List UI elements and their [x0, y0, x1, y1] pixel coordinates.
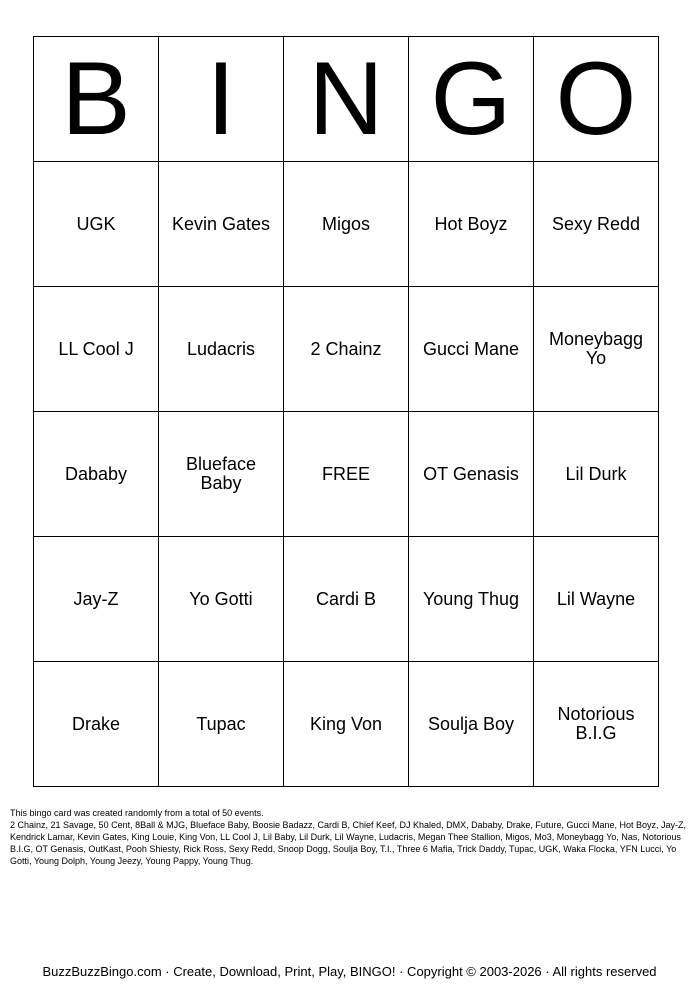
card-cell: Jay-Z	[34, 537, 159, 662]
card-cell: Dababy	[34, 412, 159, 537]
header-letter-n: N	[284, 37, 409, 162]
card-cell: Migos	[284, 162, 409, 287]
card-cell: Young Thug	[409, 537, 534, 662]
card-cell: Yo Gotti	[159, 537, 284, 662]
card-cell: Sexy Redd	[534, 162, 659, 287]
card-info	[10, 807, 690, 867]
info-event-list: 2 Chainz, 21 Savage, 50 Cent, 8Ball & MJG, Blueface Baby, Boosie Badazz, Cardi B, Chief Keef, DJ Khaled, DMX, Dababy, Drake, Future, Gucci Mane, Hot Boyz, Jay-Z, Kendrick Lamar, Kevin Gates, King Louie, King Von, LL Cool J, Lil Baby, Lil Durk, Lil Wayne, Ludacris, Megan Thee Stallion, Migos, Mo3, Moneybagg Yo, Nas, Notorious B.I.G, OT Genasis, OutKast, Pooh Shiesty, Rick Ross, Sexy Redd, Snoop Dogg, Soulja Boy, T.I., Three 6 Mafia, Trick Daddy, Tupac, UGK, Waka Flocka, YFN Lucci, Yo Gotti, Young Dolph, Young Jeezy, Young Pappy, Young Thug.	[10, 820, 686, 866]
card-cell: UGK	[34, 162, 159, 287]
card-cell: Ludacris	[159, 287, 284, 412]
card-row	[34, 287, 659, 412]
card-row	[34, 162, 659, 287]
header-letter-i: I	[159, 37, 284, 162]
card-cell: Kevin Gates	[159, 162, 284, 287]
header-letter-b: B	[34, 37, 159, 162]
card-cell: Cardi B	[284, 537, 409, 662]
header-letter-o: O	[534, 37, 659, 162]
card-cell: Lil Durk	[534, 412, 659, 537]
card-row	[34, 537, 659, 662]
card-cell: Moneybagg Yo	[534, 287, 659, 412]
card-cell: OT Genasis	[409, 412, 534, 537]
free-space-cell: FREE	[284, 412, 409, 537]
card-cell: 2 Chainz	[284, 287, 409, 412]
card-row	[34, 662, 659, 787]
card-cell: Tupac	[159, 662, 284, 787]
card-cell: King Von	[284, 662, 409, 787]
card-cell: Blueface Baby	[159, 412, 284, 537]
header-row	[34, 37, 659, 162]
card-cell: LL Cool J	[34, 287, 159, 412]
card-cell: Soulja Boy	[409, 662, 534, 787]
footer-text: BuzzBuzzBingo.com · Create, Download, Print, Play, BINGO! · Copyright © 2003-2026 · All rights reserved	[42, 964, 657, 979]
card-cell: Gucci Mane	[409, 287, 534, 412]
card-cell: Hot Boyz	[409, 162, 534, 287]
header-letter-g: G	[409, 37, 534, 162]
card-row	[34, 412, 659, 537]
card-cell: Notorious B.I.G	[534, 662, 659, 787]
card-cell: Lil Wayne	[534, 537, 659, 662]
info-summary: This bingo card was created randomly from a total of 50 events.	[10, 808, 264, 818]
bingo-card	[33, 36, 659, 787]
card-cell: Drake	[34, 662, 159, 787]
